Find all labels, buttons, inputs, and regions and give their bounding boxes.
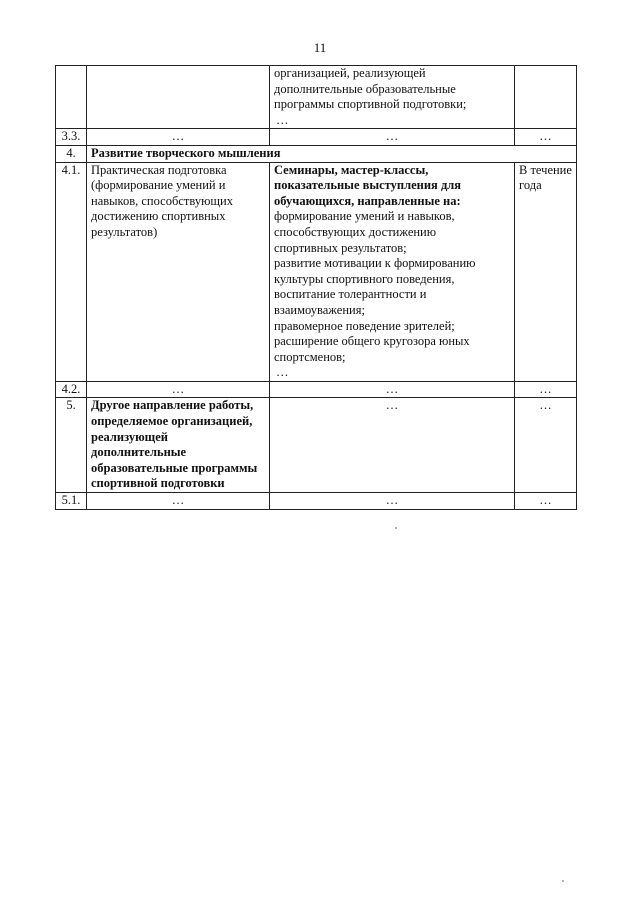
content-cell [270, 66, 515, 129]
table-row-3-3 [56, 129, 577, 146]
activity-line: реализующей [91, 429, 168, 444]
scan-speck [395, 527, 397, 529]
content-line: взаимоуважения; [274, 302, 365, 317]
table-row-5 [56, 398, 577, 493]
term-cell: … [515, 493, 577, 510]
table-row-5-1 [56, 493, 577, 510]
table-row-4-2 [56, 381, 577, 398]
content-cell: … [270, 493, 515, 510]
row-number-cell: 3.3. [56, 129, 87, 146]
content-line: дополнительные образовательные [274, 81, 456, 96]
content-cell: … [270, 398, 515, 493]
activity-line: дополнительные [91, 445, 187, 460]
row-number-cell: 4.1. [56, 162, 87, 381]
row-number-cell: 4. [56, 145, 87, 162]
activity-line: (формирование умений и [91, 178, 226, 193]
activity-line: Другое направление работы, [91, 398, 254, 413]
row-number-cell [56, 66, 87, 129]
row-number-cell: 4.2. [56, 381, 87, 398]
content-ellipsis: … [276, 365, 289, 380]
table-row-continuation [56, 66, 577, 129]
activity-cell: … [87, 381, 270, 398]
content-line: развитие мотивации к формированию [274, 256, 476, 271]
activity-cell [87, 398, 270, 493]
activity-cell [87, 66, 270, 129]
term-cell: … [515, 129, 577, 146]
activity-cell: … [87, 493, 270, 510]
term-cell: … [515, 381, 577, 398]
content-line: спортсменов; [274, 349, 346, 364]
activity-table [55, 65, 577, 510]
content-line: формирование умений и навыков, [274, 209, 455, 224]
term-cell [515, 66, 577, 129]
activity-line: Практическая подготовка [91, 162, 227, 177]
scan-speck [562, 880, 564, 882]
row-number-cell: 5. [56, 398, 87, 493]
content-heading-line: обучающихся, направленные на: [274, 193, 461, 208]
content-line: правомерное поведение зрителей; [274, 318, 455, 333]
content-cell: … [270, 381, 515, 398]
activity-line: достижению спортивных [91, 209, 226, 224]
row-number-cell: 5.1. [56, 493, 87, 510]
activity-line: образовательные программы [91, 460, 258, 475]
activity-cell: … [87, 129, 270, 146]
content-line: способствующих достижению [274, 224, 437, 239]
content-line: организацией, реализующей [274, 66, 426, 80]
content-line: воспитание толерантности и [274, 287, 427, 302]
activity-line: спортивной подготовки [91, 476, 225, 491]
activity-cell [87, 162, 270, 381]
activity-line: результатов) [91, 224, 158, 239]
table-row-4 [56, 145, 577, 162]
content-heading-line: показательные выступления для [274, 178, 462, 193]
content-line: программы спортивной подготовки; [274, 97, 467, 112]
section-title-cell: Развитие творческого мышления [87, 145, 577, 162]
content-cell [270, 162, 515, 381]
table-row-4-1 [56, 162, 577, 381]
term-cell: … [515, 398, 577, 493]
page-number: 11 [313, 40, 327, 55]
content-line: культуры спортивного поведения, [274, 271, 455, 286]
content-heading-line: Семинары, мастер-классы, [274, 162, 429, 177]
content-ellipsis: … [276, 112, 289, 127]
activity-line: определяемое организацией, [91, 414, 253, 429]
content-line: расширение общего кругозора юных [274, 334, 470, 349]
term-cell: В течение года [515, 162, 577, 381]
activity-line: навыков, способствующих [91, 193, 233, 208]
content-line: спортивных результатов; [274, 240, 407, 255]
content-cell: … [270, 129, 515, 146]
